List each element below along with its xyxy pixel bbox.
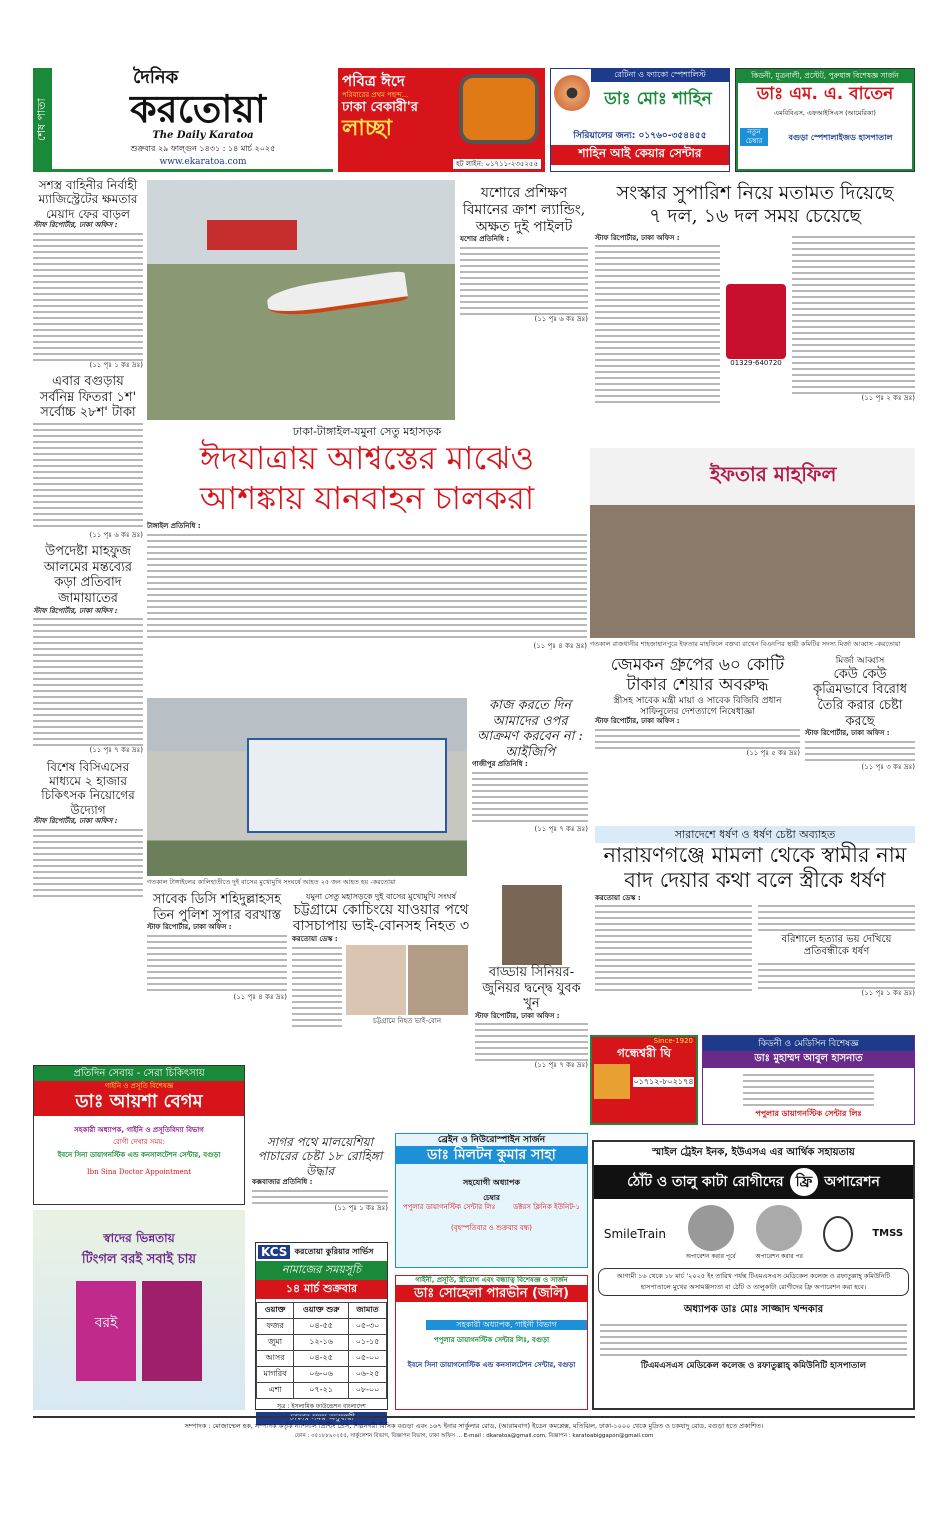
section-label: শেষ পাতা [33, 68, 52, 172]
rohingya-story [252, 1135, 388, 1213]
ad-text: এমবিবিএস, এফআইসিএস (আমেরিকা) [774, 109, 876, 117]
plane-story [460, 185, 588, 324]
victim-photo [502, 885, 562, 965]
bus-accident-photo [147, 698, 467, 876]
ad-doctor: ডাঃ মুহাম্মদ আবুল হাসনাত [703, 1051, 914, 1068]
article-body [758, 961, 915, 989]
kicker: মির্জা আব্বাস [835, 656, 885, 666]
ad-text: প্রতিদিন সেবায় - সেরা চিকিৎসায় [34, 1066, 244, 1081]
column-header: ওয়াক্ত [257, 1303, 294, 1319]
ad-text: Since-1920 [653, 1037, 693, 1045]
ad-center: পপুলার ডায়াগনস্টিক সেন্টার লিঃ [755, 1109, 862, 1118]
jump: (১১ পৃঃ ৫ কঃ দ্রঃ) [746, 748, 800, 757]
prayer-cell: ফজর [257, 1319, 294, 1335]
article-body [460, 245, 588, 315]
ad-text: (বৃহস্পতিবার ও শুক্রবার বন্ধ) [450, 1224, 533, 1232]
article-body [595, 243, 720, 403]
jump: (১১ পৃঃ ২ কঃ দ্রঃ) [861, 393, 915, 402]
ad-details [600, 1322, 907, 1356]
headline[interactable]: যশোরে প্রশিক্ষণ বিমানের ক্রাশ ল্যান্ডিং, অক্ষত দুই পাইলট [462, 185, 586, 235]
bus-shape [247, 738, 447, 833]
photo-label: অপারেশন করার পূর্বে [685, 1253, 736, 1260]
ad-center: পপুলার ডায়াগনস্টিক সেন্টার লিঃ, বগুড়া [433, 1336, 550, 1344]
prayer-cell: ১২-১৬ [294, 1335, 349, 1351]
ad-text: কিডনী, মূত্রনালী, প্রস্টেট, পুরুষাঙ্গ বিশেষজ্ঞ সার্জন [751, 71, 899, 80]
ad-text: সহযোগী অধ্যাপক [462, 1178, 521, 1187]
website-link[interactable]: www.ekaratoa.com [159, 157, 247, 167]
headline[interactable]: সাবেক ডিসি শহিদুল্লাহসহ তিন পুলিশ সুপার বরখাস্ত [152, 892, 282, 923]
byline: স্টাফ রিপোর্টার, ঢাকা অফিস : [33, 817, 118, 826]
sweet-ad[interactable] [726, 284, 786, 404]
ad-text: রোগী দেখার সময়: [113, 1138, 165, 1146]
ad-text: লাচ্ছা [342, 116, 392, 141]
column-header: ওয়াক্ত শুরু [294, 1303, 349, 1319]
article-body [292, 945, 342, 1030]
photo-label: অপারেশন করার পর [755, 1253, 803, 1260]
headline[interactable]: বিশেষ বিসিএসের মাধ্যমে ২ হাজার চিকিৎসক নিয়োগের উদ্যোগ [41, 759, 135, 817]
kicker: যমুনা সেতু মহাসড়কে দুই বাসের মুখোমুখি সংঘর্ষ [305, 892, 457, 901]
byline: করতোয়া ডেস্ক : [292, 935, 338, 944]
article-body [33, 616, 143, 746]
ad-center: শাহিন আই কেয়ার সেন্টার [551, 145, 729, 165]
free-badge: ফ্রি [790, 1168, 819, 1196]
ad-text: সহকারী অধ্যাপক, গাইনি ও প্রসূতিবিদ্যা বিভাগ [74, 1126, 204, 1134]
schedule-note: ঢাকার সময় অনুযায়ী [256, 1412, 387, 1425]
ad-center: পপুলার ডায়াগনস্টিক সেন্টার লিঃ [402, 1203, 496, 1211]
prayer-cell: ০১-১৫ [349, 1335, 387, 1351]
eye-icon [554, 75, 590, 111]
jump: (১১ পৃঃ ১ কঃ দ্রঃ) [89, 360, 143, 369]
article-body [475, 1021, 588, 1061]
jemcon-story [595, 655, 800, 758]
headline[interactable]: জেমকন গ্রুপের ৬০ কোটি [610, 655, 785, 675]
headline[interactable]: চট্টগ্রামে কোচিংয়ে যাওয়ার পথে [293, 901, 469, 918]
ctg-story [292, 892, 470, 1030]
ad-text: Ibn Sina Doctor Appointment [86, 1168, 192, 1176]
subheadline: স্ত্রীসহ সাবেক মন্ত্রী মায়া ও সাবেক বিজিবি প্রধান সাফিনুলের দেশত্যাগে নিষেধাজ্ঞা [613, 695, 782, 717]
jump: (১১ পৃঃ ৪ কঃ দ্রঃ) [233, 992, 287, 1001]
ad-text: সহকারী অধ্যাপক, গাইনী বিভাগ [426, 1320, 587, 1330]
ad-text: পবিত্র ঈদে [342, 72, 405, 90]
headline[interactable]: সংস্কার সুপারিশ নিয়ে মতামত দিয়েছে [616, 182, 894, 204]
byline: কক্সবাজার প্রতিনিধি : [252, 1178, 313, 1187]
ad-center: ইবনে সিনা ডায়াগনস্টিক এন্ড কনসালটেশন সেন্টার, বগুড়া [57, 1151, 221, 1159]
lead-headline[interactable]: আশঙ্কায় যানবাহন চালকরা [199, 479, 535, 518]
headline[interactable]: সাগর পথে মালয়েশিয়া পাচারের চেষ্টা ১৮ রোহিঙ্গা উদ্ধার [257, 1135, 383, 1178]
ad-shahin-eye[interactable] [550, 68, 730, 172]
byline: করতোয়া ডেস্ক : [595, 893, 641, 902]
schedule-date: ১৪ মার্চ শুক্রবার [256, 1280, 387, 1299]
prayer-table [256, 1302, 387, 1399]
left-column [33, 178, 143, 897]
reform-story [595, 182, 915, 404]
kicker: সারাদেশে ধর্ষণ ও ধর্ষণ চেষ্টা অব্যাহত [595, 826, 915, 843]
badda-story [475, 885, 588, 1071]
prayer-cell: এশা [257, 1383, 294, 1399]
prayer-cell: ০৪-৫৫ [294, 1319, 349, 1335]
ad-doctor: ডাঃ মোঃ শাহিন [604, 89, 712, 109]
photo-caption: গতকাল রাজধানীর শাহজাহানপুরে ইফতার মাহফিলে বক্তব্য রাখেন বিএনপির স্থায়ী কমিটির সদস্য মির্জা আব্বাস -করতোয়া [590, 640, 901, 648]
ad-kidney[interactable] [702, 1035, 915, 1125]
source-note: সূত্র : ইসলামিক ফাউন্ডেশন বাংলাদেশ [277, 1403, 366, 1410]
ad-text: রেটিনা ও ফ্যাকো স্পেশালিস্ট [591, 69, 729, 82]
imprint-footer [33, 1416, 915, 1440]
ad-center: ইবনে সিনা ডায়াগনোস্টিক এন্ড কনসালটেশন সেন্টার, বগুড়া [407, 1361, 576, 1369]
ad-doctor: ডাঃ মিলটন কুমার সাহা [396, 1146, 587, 1164]
prayer-row [257, 1335, 387, 1351]
headline[interactable]: বাসচাপায় ভাই-বোনসহ নিহত ৩ [292, 918, 470, 935]
ad-milton[interactable] [395, 1133, 588, 1268]
jump: (১১ পৃঃ ৩ কঃ দ্রঃ) [861, 762, 915, 771]
ad-phone: 01329-640720 [730, 358, 782, 367]
narayanganj-story [595, 826, 915, 998]
prayer-row [257, 1351, 387, 1367]
ghee-jar [594, 1064, 630, 1099]
jump: (১১ পৃঃ ৭ কঃ দ্রঃ) [89, 746, 143, 755]
byline: টাঙ্গাইল প্রতিনিধি : [147, 522, 201, 531]
ad-text: কিডনী ও মেডিসিন বিশেষজ্ঞ [703, 1036, 914, 1051]
mirza-story [805, 656, 915, 772]
article-body [147, 532, 587, 642]
bag-image [726, 284, 786, 359]
photo-caption: গতকাল টাঙ্গাইলের কালিহাতীতে দুই বাসের মুখোমুখি সংঘর্ষে আহত ২৫ জন আহত হয় -করতোয়া [147, 878, 396, 886]
jump: (১১ পৃঃ ৪ কঃ দ্রঃ) [533, 641, 587, 650]
prayer-row [257, 1383, 387, 1399]
headline[interactable]: বাদ দেয়ার কথা বলে স্ত্রীকে ধর্ষণ [624, 868, 886, 893]
ad-doctor: ডাঃ সোহেলা পারভীন (জলি) [396, 1285, 587, 1302]
kcs-logo: KCS [258, 1245, 290, 1259]
byline: স্টাফ রিপোর্টার, ঢাকা অফিস : [33, 221, 118, 230]
victim-photo [408, 945, 468, 1015]
article-body [792, 234, 915, 394]
kicker: ঢাকা-টাঙ্গাইল-যমুনা সেতু মহাসড়ক [292, 425, 442, 438]
ad-text: টিংগল বরই সবাই চায় [81, 1252, 197, 1267]
article-body [33, 421, 143, 531]
byline: স্টাফ রিপোর্টার, ঢাকা অফিস : [595, 717, 680, 726]
prayer-row [257, 1319, 387, 1335]
ad-hotline: হট লাইন: ০১৭১১-২৩৫২৫৫ [453, 159, 541, 169]
ad-hospital: টিএমএসএস মেডিকেল কলেজ ও রফাতুল্লাহ্ কমিউনিটি হাসপাতাল [640, 1361, 867, 1371]
igp-story [472, 698, 588, 834]
ad-smile-train[interactable] [592, 1140, 915, 1410]
prayer-cell: ০৬-২৫ [349, 1367, 387, 1383]
prayer-row [257, 1367, 387, 1383]
ad-baten[interactable] [735, 68, 915, 172]
ad-text: পরিবারের প্রথম পছন্দ... [342, 91, 409, 99]
ad-hospital: বগুড়া স্পেশালাইজড হাসপাতাল [788, 132, 893, 142]
article-body [758, 903, 915, 931]
ad-banner [594, 1165, 913, 1199]
hospital-seal-icon [823, 1216, 853, 1252]
child-photo-after [756, 1205, 802, 1251]
headline[interactable]: এবার বগুড়ায় সর্বনিম্ন ফিতরা ১শ' সর্বোচ্চ ২৮শ' টাকা [39, 374, 137, 421]
byline: স্টাফ রিপোর্টার, ঢাকা অফিস : [805, 729, 890, 738]
article-body [33, 231, 143, 361]
ad-badge: নতুন চেম্বার [740, 128, 768, 146]
article-body [595, 903, 752, 993]
jump: (১১ পৃঃ ১ কঃ দ্রঃ) [861, 989, 915, 997]
ad-ayesha[interactable] [33, 1065, 245, 1205]
lead-story [147, 425, 587, 651]
article-body [252, 1188, 388, 1204]
jump: (১১ পৃঃ ৬ কঃ দ্রঃ) [89, 530, 143, 539]
article-body [805, 739, 915, 763]
headline[interactable]: ৭ দল, ১৬ দল সময় চেয়েছে [649, 204, 861, 227]
masthead [33, 68, 333, 172]
byline: যশোর প্রতিনিধি : [460, 235, 510, 244]
logo: করতোয়া [130, 87, 266, 131]
ad-text: ব্রেইন ও নিউরোস্পাইন সার্জন [437, 1135, 546, 1145]
english-name: The Daily Karatoa [152, 130, 254, 141]
ad-sohela[interactable] [395, 1275, 588, 1410]
ad-text: গাইনী, প্রসূতি, স্ত্রীরোগ এবং বন্ধ্যাত্ব বিশেষজ্ঞ ও সার্জন [415, 1276, 568, 1284]
jump: (১১ পৃঃ ৭ কঃ দ্রঃ) [534, 1061, 588, 1070]
imprint-line: সম্পাদক : মোজাম্মেল হক, সম্পাদক কর্তৃক ন্যাশনাল প্রিন্টিং প্রেস, শিল্পনগরী বিসিক বগুড়া এবং ১৬৭ ইনার সার্কুলার রোড, (আরামবাগ) ইডেন কমপ্লেক্স, মতিঝিল, ঢাকা-১০০০ থেকে মুদ্রিত ও চকযাদু রোড, বগুড়া হতে প্রকাশিত। [184, 1422, 764, 1430]
prayer-cell: জুমা [257, 1335, 294, 1351]
ad-text: স্বাদের ভিন্নতায় [103, 1231, 175, 1245]
byline: স্টাফ রিপোর্টার, ঢাকা অফিস : [595, 233, 680, 242]
product-image [459, 74, 539, 144]
side-headline[interactable]: বরিশালে হত্যার ভয় দেখিয়ে প্রতিবন্ধীকে ধর্ষণ [781, 934, 892, 957]
ad-doctor: ডাঃ আয়শা বেগম [75, 1091, 203, 1112]
logo-prefix: দৈনিক [133, 67, 179, 88]
ad-text: অপারেশন [824, 1174, 880, 1190]
ad-text: গাইনি ও প্রসূতি বিশেষজ্ঞ [104, 1082, 174, 1090]
prayer-cell: ০৭-২১ [294, 1383, 349, 1399]
date-line: শুক্রবার ২৯ ফাল্গুন ১৪৩১ : ১৪ মার্চ ২০২৫ [130, 144, 276, 153]
column-header: জামাত [349, 1303, 387, 1319]
photo-caption: চট্টগ্রামে নিহত ভাই-বোন [372, 1016, 442, 1025]
byline: গাজীপুর প্রতিনিধি : [472, 760, 528, 769]
ad-details [743, 1072, 874, 1106]
jump: (১১ পৃঃ ৬ কঃ দ্রঃ) [534, 314, 588, 323]
fire-truck-shape [207, 220, 297, 250]
ad-text: চেম্বার [483, 1194, 500, 1202]
ad-text: ঢাকা বেকারী'র [342, 100, 418, 115]
article-body [595, 727, 800, 749]
schedule-title: নামাজের সময়সূচি [256, 1261, 387, 1280]
jump: (১১ পৃঃ ৭ কঃ দ্রঃ) [534, 824, 588, 833]
article-body [472, 770, 588, 825]
prayer-cell: আসর [257, 1351, 294, 1367]
headline[interactable]: সশস্ত্র বাহিনীর নির্বাহী ম্যাজিস্ট্রেটের ক্ষমতার মেয়াদ ফের বাড়ল [38, 178, 138, 221]
ad-phone: ০১৭১২-৮০২১৭৪ [633, 1076, 694, 1086]
headline[interactable]: উপদেষ্টা মাহফুজ আলমের মন্তব্যের কড়া প্রতিবাদ জামায়াতের [43, 544, 133, 607]
child-photo-before [688, 1205, 734, 1251]
ad-text: ঠোঁট ও তালু কাটা রোগীদের [627, 1174, 784, 1190]
article-body [147, 933, 287, 993]
product-pack: বরই [76, 1281, 136, 1381]
iftar-banner: ইফতার মাহফিল [710, 462, 837, 486]
namaz-schedule [255, 1242, 388, 1422]
headline[interactable]: টাকার শেয়ার অবরুদ্ধ [626, 675, 769, 696]
jump: (১১ পৃঃ ১ কঃ দ্রঃ) [334, 1203, 388, 1212]
dc-story [147, 892, 287, 1002]
smiletrain-logo: SmileTrain [603, 1226, 666, 1241]
headline[interactable]: কাজ করতে দিন আমাদের ওপর আক্রমণ করবেন না : আইজিপি [477, 698, 583, 760]
product-pack [142, 1281, 202, 1381]
tmss-logo: TMSS [872, 1228, 904, 1239]
article-body [33, 827, 143, 897]
prayer-cell: মাগরিব [257, 1367, 294, 1383]
plane-crash-photo [147, 180, 455, 420]
ad-snack[interactable] [33, 1210, 245, 1410]
ad-ghee[interactable] [590, 1035, 698, 1125]
headline[interactable]: কেউ কেউ কৃত্রিমভাবে বিরোধ তৈরি করার চেষ্টা করছে [812, 666, 908, 729]
lead-headline[interactable]: ঈদযাত্রায় আশ্বস্তের মাঝেও [199, 439, 535, 478]
headline[interactable]: নারায়ণগঞ্জে মামলা থেকে স্বামীর নাম [603, 843, 907, 868]
prayer-cell: ০৬-০৬ [294, 1367, 349, 1383]
plane-shape [266, 270, 409, 319]
prayer-cell: ০৮-০০ [349, 1383, 387, 1399]
ad-center: ডক্টরস ক্লিনিক ইউনিট-১ [513, 1203, 581, 1211]
sponsor-name: করতোয়া কুরিয়ার সার্ভিস [294, 1246, 374, 1256]
prayer-cell: ০৫-০০ [349, 1351, 387, 1367]
contact-line: ফোন : ০৫১৮৮৯০২৫৫, সার্কুলেশন বিভাগ, বিজ্ঞাপন বিভাগ, ঢাকা অফিস ... E-mail : dkaratoa@gmail.com, বিজ্ঞাপন : karatoabiggapon@gmail.com [294, 1432, 654, 1439]
ad-brand: গন্ধেশ্বরী ঘি [616, 1046, 672, 1060]
headline[interactable]: বাড্ডায় সিনিয়র-জুনিয়র দ্বন্দ্বে যুবক খুন [482, 965, 581, 1012]
byline: স্টাফ রিপোর্টার, ঢাকা অফিস : [475, 1011, 560, 1020]
ad-doctor: ডাঃ এম. এ. বাতেন [756, 84, 894, 104]
ad-text: স্মাইল ট্রেইন ইনক, ইউএসএ এর আর্থিক সহায়তায় [652, 1147, 855, 1158]
prayer-cell: ০৫-৩০ [349, 1319, 387, 1335]
ad-doctor: অধ্যাপক ডাঃ মোঃ সাজ্জাদ খন্দকার [683, 1304, 824, 1315]
byline: স্টাফ রিপোর্টার, ঢাকা অফিস : [147, 923, 232, 932]
prayer-cell: ০৪-২৫ [294, 1351, 349, 1367]
ad-lachha[interactable] [338, 68, 545, 172]
ad-phone: সিরিয়ালের জন্য: ০১৭৬০-৩৫৪৪৫৫ [573, 131, 707, 141]
byline: স্টাফ রিপোর্টার, ঢাকা অফিস : [33, 606, 118, 615]
ad-notice: আগামী ১৬ থেকে ১৮ মার্চ '২০২৫ ইং তারিখ পর্যন্ত টিএমএসএস মেডিকেল কলেজ ও রফাতুল্লাহ্ কমিউনিটি হাসপাতালে মুখের অসামঞ্জস্যতা বা ঠোঁট ও তালুকাটা রোগীদের ফ্রি অপারেশন করা হবে। [598, 1268, 909, 1296]
iftar-photo [590, 448, 915, 638]
victim-photo [346, 945, 406, 1015]
